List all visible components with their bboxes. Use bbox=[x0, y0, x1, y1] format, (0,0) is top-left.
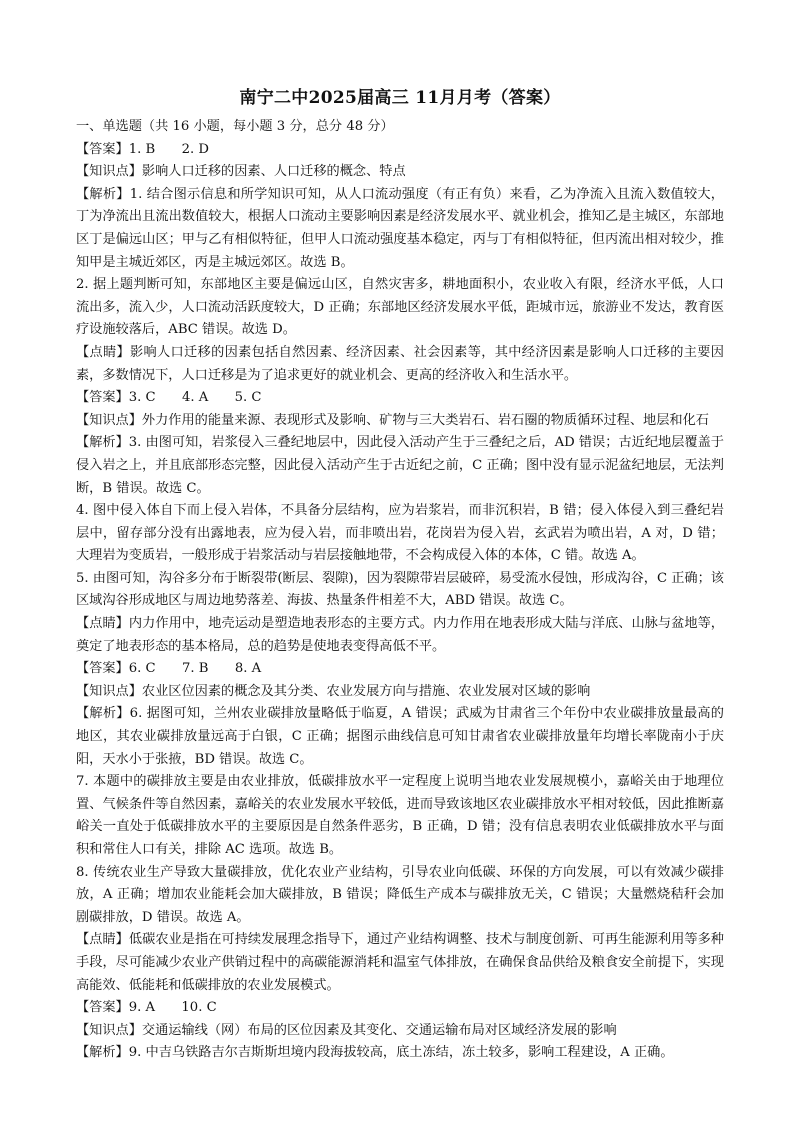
answer-line: 【答案】3. C 4. A 5. C bbox=[76, 390, 262, 406]
section-heading: 一、单选题（共 16 小题，每小题 3 分，总分 48 分） bbox=[76, 119, 394, 134]
knowledge-point: 【知识点】农业区位因素的概念及其分类、农业发展方向与措施、农业发展对区域的影响 bbox=[76, 683, 591, 699]
answer-line: 【答案】6. C 7. B 8. A bbox=[76, 661, 262, 677]
answer-line: 【答案】1. B 2. D bbox=[76, 141, 209, 157]
analysis-paragraph: 7. 本题中的碳排放主要是由农业排放，低碳排放水平一定程度上说明当地农业发展规模小，嘉峪关由于地理位置、气候条件等自然因素，嘉峪关的农业发展水平较低，进而导致该地区农业碳排放水平相对较低，因此推断嘉峪关一直处于低碳排放水平的主要原因是自然条件恶劣，B 正确，D 错；没有信息表明农业低碳排放水平与面积和常住人口有关，排除 AC 选项。故选 B。 bbox=[76, 774, 724, 857]
analysis-paragraph: 【解析】9. 中吉乌铁路吉尔吉斯斯坦境内段海拔较高，底土冻结，冻土较多，影响工程建设，A 正确。 bbox=[76, 1045, 674, 1061]
analysis-paragraph: 【解析】6. 据图可知，兰州农业碳排放量略低于临夏，A 错误；武威为甘肃省三个年份中农业碳排放量最高的地区，其农业碳排放量远高于白银，C 正确；据图示曲线信息可知甘肃省农业碳排放量年均增长率陇南小于庆阳，天水小于张掖，BD 错误。故选 C。 bbox=[76, 706, 724, 767]
document-title: 南宁二中2025届高三 11月月考（答案） bbox=[239, 88, 561, 108]
analysis-paragraph: 【解析】3. 由图可知，岩浆侵入三叠纪地层中，因此侵入活动产生于三叠纪之后，AD 错误；古近纪地层覆盖于侵入岩之上，并且底部形态完整，因此侵入活动产生于古近纪之前，C 正确；图中没有显示泥盆纪地层，无法判断，B 错误。故选 C。 bbox=[76, 435, 724, 496]
analysis-paragraph: 2. 据上题判断可知，东部地区主要是偏远山区，自然灾害多，耕地面积小，农业收入有限，经济水平低，人口流出多，流入少，人口流动活跃度较大，D 正确；东部地区经济发展水平低，距城市远，旅游业不发达，教育医疗设施较落后，ABC 错误。故选 D。 bbox=[76, 277, 724, 338]
key-point-note: 【点睛】内力作用中，地壳运动是塑造地表形态的主要方式。内力作用在地表形成大陆与洋底、山脉与盆地等，奠定了地表形态的基本格局，总的趋势是使地表变得高低不平。 bbox=[76, 616, 724, 654]
knowledge-point: 【知识点】外力作用的能量来源、表现形式及影响、矿物与三大类岩石、岩石圈的物质循环过程、地层和化石 bbox=[76, 412, 709, 428]
analysis-paragraph: 4. 图中侵入体自下而上侵入岩体，不具备分层结构，应为岩浆岩，而非沉积岩，B 错；侵入体侵入到三叠纪岩层中，留存部分没有出露地表，应为侵入岩，而非喷出岩，花岗岩为侵入岩，玄武岩为喷出岩，A 对，D 错；大理岩为变质岩，一般形成于岩浆活动与岩层接触地带，不会构成侵入体的本体，C 错。故选 A。 bbox=[76, 503, 724, 564]
answer-document bbox=[76, 86, 724, 1065]
key-point-note: 【点睛】影响人口迁移的因素包括自然因素、经济因素、社会因素等，其中经济因素是影响人口迁移的主要因素，多数情况下，人口迁移是为了追求更好的就业机会、更高的经济收入和生活水平。 bbox=[76, 344, 724, 383]
answer-line: 【答案】9. A 10. C bbox=[76, 1000, 217, 1016]
analysis-paragraph: 【解析】1. 结合图示信息和所学知识可知，从人口流动强度（有正有负）来看，乙为净流入且流入数值较大，丁为净流出且流出数值较大，根据人口流动主要影响因素是经济发展水平、就业机会，推知乙是主城区，东部地区丁是偏远山区；甲与乙有相似特征，但甲人口流动强度基本稳定，丙与丁有相似特征，但丙流出相对较少，推知甲是主城近郊区，丙是主城远郊区。故选 B。 bbox=[76, 186, 724, 270]
analysis-paragraph: 8. 传统农业生产导致大量碳排放，优化农业产业结构，引导农业向低碳、环保的方向发展，可以有效减少碳排放，A 正确；增加农业能耗会加大碳排放，B 错误；降低生产成本与碳排放无关，C 错误；大量燃烧秸秆会加剧碳排放，D 错误。故选 A。 bbox=[76, 864, 724, 925]
key-point-note: 【点睛】低碳农业是指在可持续发展理念指导下，通过产业结构调整、技术与制度创新、可再生能源利用等多种手段，尽可能减少农业产供销过程中的高碳能源消耗和温室气体排放，在确保食品供给及粮食安全前提下，实现高能效、低能耗和低碳排放的农业发展模式。 bbox=[76, 932, 724, 993]
knowledge-point: 【知识点】影响人口迁移的因素、人口迁移的概念、特点 bbox=[76, 164, 406, 180]
analysis-paragraph: 5. 由图可知，沟谷多分布于断裂带(断层、裂隙)，因为裂隙带岩层破碎，易受流水侵蚀，形成沟谷，C 正确；该区域沟谷形成地区与周边地势落差、海拔、热量条件相差不大，ABD 错误。故选 C。 bbox=[76, 570, 724, 609]
knowledge-point: 【知识点】交通运输线（网）布局的区位因素及其变化、交通运输布局对区域经济发展的影响 bbox=[76, 1022, 617, 1038]
